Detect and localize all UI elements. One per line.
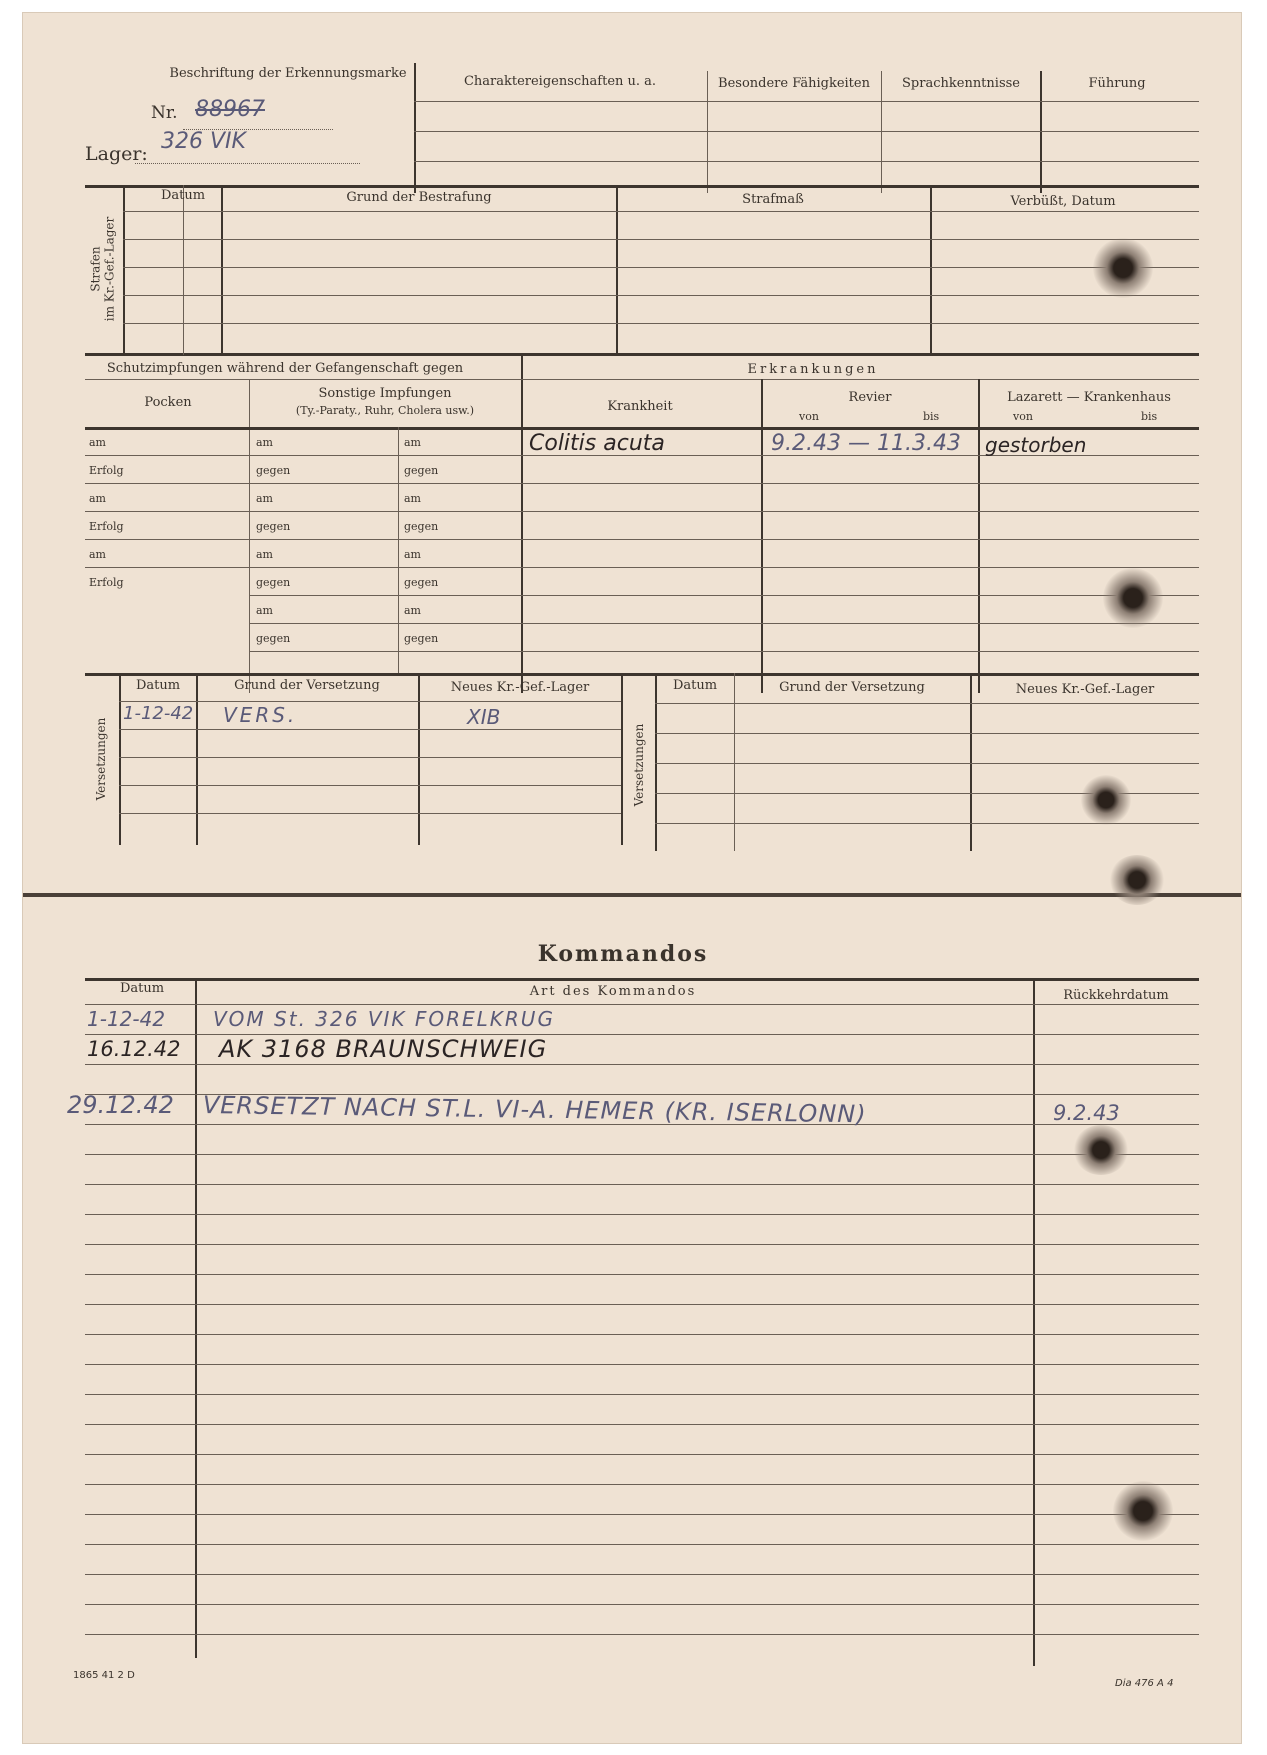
versetzungen-side-label-right: Versetzungen xyxy=(631,723,646,807)
vers-entry-datum: 1-12-42 xyxy=(123,703,194,724)
vers-entry-lager: XIB xyxy=(467,705,501,729)
footer-right: Dia 476 A 4 xyxy=(1115,1678,1174,1689)
sonst-am-3a: am xyxy=(256,548,273,561)
sonst-am-4b: am xyxy=(404,604,421,617)
pocken-am-3: am xyxy=(89,548,106,561)
col-faehigkeiten: Besondere Fähigkeiten xyxy=(718,76,870,91)
record-card xyxy=(22,12,1242,1744)
nr-value: 88967 xyxy=(195,97,265,122)
impfungen-title: Schutzimpfungen während der Gefangenschaft gegen xyxy=(106,361,464,376)
strafen-col-grund: Grund der Bestrafung xyxy=(346,190,492,205)
punch-hole xyxy=(1103,568,1163,628)
col-charakter: Charaktereigenschaften u. a. xyxy=(463,74,657,89)
punch-hole xyxy=(1081,775,1131,825)
nr-label: Nr. xyxy=(151,103,178,123)
vers-left-col-grund: Grund der Versetzung xyxy=(234,678,380,693)
sonst-am-1a: am xyxy=(256,436,273,449)
vers-right-col-datum: Datum xyxy=(672,678,718,693)
versetzungen-side-label-left: Versetzungen xyxy=(93,717,108,801)
sonst-gegen-2b: gegen xyxy=(404,520,439,533)
sonst-gegen-4b: gegen xyxy=(404,632,439,645)
krankheit-entry: Colitis acuta xyxy=(529,431,665,456)
lazarett-von: von xyxy=(1013,410,1033,423)
kommandos-col-rueckkehr: Rückkehrdatum xyxy=(1063,988,1169,1003)
erkrankungen-title: Erkrankungen xyxy=(747,362,879,377)
kommando-1-art: VOM St. 326 VIK FORELKRUG xyxy=(213,1007,555,1031)
col-sonstige-2: (Ty.-Paraty., Ruhr, Cholera usw.) xyxy=(295,404,475,417)
lager-label: Lager: xyxy=(85,143,148,165)
kommandos-col-datum: Datum xyxy=(119,981,165,996)
fold-line xyxy=(23,893,1241,897)
revier-von: von xyxy=(799,410,819,423)
revier-entry: 9.2.43 — 11.3.43 xyxy=(771,431,961,456)
col-pocken: Pocken xyxy=(144,395,192,410)
punch-hole xyxy=(1073,1125,1129,1175)
kommandos-col-art: Art des Kommandos xyxy=(529,984,697,999)
col-krankheit: Krankheit xyxy=(607,399,673,414)
kommandos-title: Kommandos xyxy=(537,941,709,967)
sonst-am-1b: am xyxy=(404,436,421,449)
pocken-am-2: am xyxy=(89,492,106,505)
col-sonstige-1: Sonstige Impfungen xyxy=(318,386,452,401)
pocken-am-1: am xyxy=(89,436,106,449)
kommando-3-datum: 29.12.42 xyxy=(67,1091,174,1119)
strafen-col-datum: Datum xyxy=(160,188,206,203)
vers-right-col-lager: Neues Kr.-Gef.-Lager xyxy=(1015,682,1155,697)
sonst-gegen-3b: gegen xyxy=(404,576,439,589)
sonst-am-3b: am xyxy=(404,548,421,561)
strafen-col-verbuesst: Verbüßt, Datum xyxy=(1010,194,1116,209)
kommando-2-datum: 16.12.42 xyxy=(87,1037,181,1061)
col-lazarett: Lazarett — Krankenhaus xyxy=(1007,390,1171,405)
sonst-gegen-4a: gegen xyxy=(256,632,291,645)
sonst-gegen-3a: gegen xyxy=(256,576,291,589)
sonst-am-2b: am xyxy=(404,492,421,505)
pocken-erfolg-1: Erfolg xyxy=(89,464,124,477)
lazarett-entry: gestorben xyxy=(985,433,1087,457)
lazarett-bis: bis xyxy=(1141,410,1158,423)
revier-bis: bis xyxy=(923,410,940,423)
sonst-am-2a: am xyxy=(256,492,273,505)
kommando-1-datum: 1-12-42 xyxy=(87,1007,166,1031)
punch-hole xyxy=(1093,238,1153,298)
strafen-side-label: Strafen im Kr.-Gef.-Lager xyxy=(88,216,117,322)
strafen-col-strafmass: Strafmaß xyxy=(742,192,804,207)
erkennungsmarke-label: Beschriftung der Erkennungsmarke xyxy=(169,66,407,81)
vers-entry-grund: VERS. xyxy=(223,703,298,727)
sonst-gegen-2a: gegen xyxy=(256,520,291,533)
footer-left: 1865 41 2 D xyxy=(73,1670,135,1681)
col-revier: Revier xyxy=(848,390,892,405)
vers-left-col-lager: Neues Kr.-Gef.-Lager xyxy=(450,680,590,695)
col-sprachen: Sprachkenntnisse xyxy=(902,76,1020,91)
kommando-3-art: VERSETZT NACH ST.L. VI-A. HEMER (KR. ISERLONN) xyxy=(202,1091,867,1129)
punch-hole xyxy=(1113,1481,1173,1541)
sonst-gegen-1a: gegen xyxy=(256,464,291,477)
kommando-2-art: AK 3168 BRAUNSCHWEIG xyxy=(219,1035,548,1063)
sonst-gegen-1b: gegen xyxy=(404,464,439,477)
pocken-erfolg-2: Erfolg xyxy=(89,520,124,533)
vers-left-col-datum: Datum xyxy=(135,678,181,693)
kommando-3-rueckkehr: 9.2.43 xyxy=(1053,1101,1120,1125)
sonst-am-4a: am xyxy=(256,604,273,617)
col-fuehrung: Führung xyxy=(1088,76,1146,91)
vers-right-col-grund: Grund der Versetzung xyxy=(779,680,925,695)
lager-value: 326 VIK xyxy=(161,129,246,154)
punch-hole xyxy=(1109,855,1165,905)
pocken-erfolg-3: Erfolg xyxy=(89,576,124,589)
